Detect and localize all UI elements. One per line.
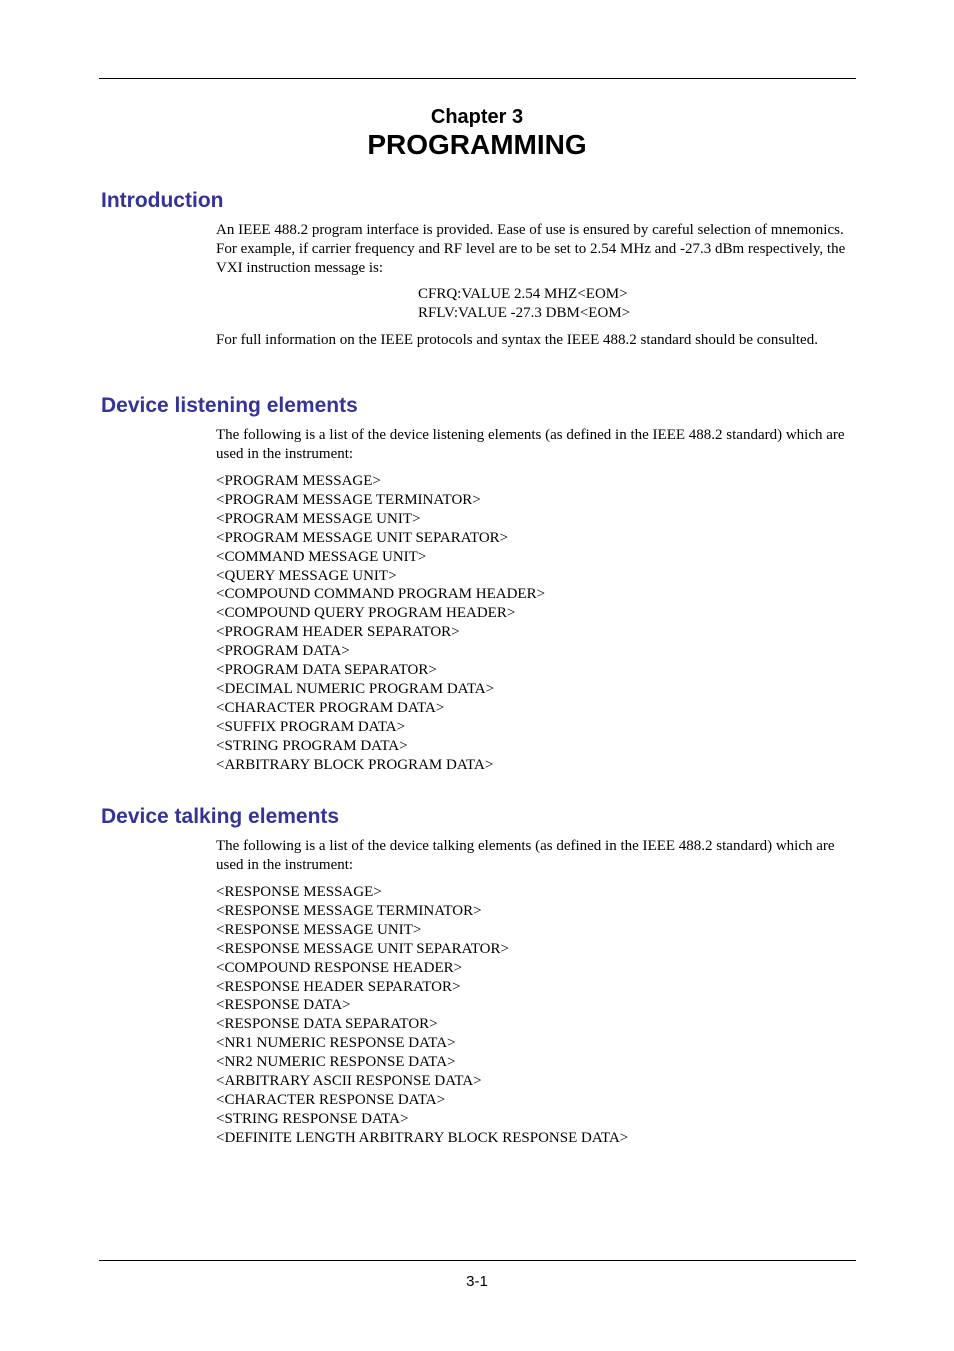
talking-heading: Device talking elements: [101, 805, 340, 828]
talking-elements-list: [216, 883, 628, 1148]
list-item: <PROGRAM MESSAGE UNIT>: [216, 510, 421, 527]
list-item: <SUFFIX PROGRAM DATA>: [216, 718, 406, 735]
chapter-heading: [0, 104, 954, 160]
list-item: <PROGRAM DATA>: [216, 643, 350, 660]
list-item: <RESPONSE DATA>: [216, 997, 351, 1014]
list-item: <PROGRAM MESSAGE>: [216, 473, 381, 489]
list-item: <PROGRAM DATA SEPARATOR>: [216, 662, 437, 679]
list-item: <NR2 NUMERIC RESPONSE DATA>: [216, 1054, 456, 1071]
introduction-heading: Introduction: [101, 189, 224, 212]
list-item: <NR1 NUMERIC RESPONSE DATA>: [216, 1035, 456, 1052]
list-item: <RESPONSE MESSAGE TERMINATOR>: [216, 902, 482, 919]
header-rule: [99, 78, 856, 79]
list-item: <CHARACTER PROGRAM DATA>: [216, 699, 445, 716]
list-item: <DECIMAL NUMERIC PROGRAM DATA>: [216, 680, 495, 697]
list-item: <RESPONSE MESSAGE>: [216, 884, 382, 900]
list-item: <RESPONSE HEADER SEPARATOR>: [216, 978, 461, 995]
list-item: <RESPONSE MESSAGE UNIT SEPARATOR>: [216, 940, 509, 957]
introduction-paragraph: An IEEE 488.2 program interface is provided. Ease of use is ensured by careful selection of mnemonics. For example, if carrier frequency and RF level are to be set to 2.54 MHz and -27.3 dBm respectively, the VXI instruction message is:: [216, 222, 846, 276]
chapter-title: PROGRAMMING: [367, 129, 587, 160]
listening-elements-list: [216, 472, 545, 775]
list-item: <COMPOUND RESPONSE HEADER>: [216, 959, 463, 976]
list-item: <PROGRAM MESSAGE TERMINATOR>: [216, 491, 481, 508]
code-line: RFLV:VALUE -27.3 DBM<EOM>: [418, 305, 631, 321]
list-item: <ARBITRARY BLOCK PROGRAM DATA>: [216, 756, 494, 773]
talking-intro: The following is a list of the device talking elements (as defined in the IEEE 488.2 standard) which are used in the instrument:: [216, 838, 835, 873]
list-item: <RESPONSE MESSAGE UNIT>: [216, 921, 422, 938]
list-item: <COMPOUND QUERY PROGRAM HEADER>: [216, 605, 516, 622]
list-item: <COMPOUND COMMAND PROGRAM HEADER>: [216, 586, 546, 603]
list-item: <PROGRAM MESSAGE UNIT SEPARATOR>: [216, 529, 509, 546]
list-item: <STRING PROGRAM DATA>: [216, 737, 408, 754]
list-item: <RESPONSE DATA SEPARATOR>: [216, 1016, 438, 1033]
list-item: <COMMAND MESSAGE UNIT>: [216, 548, 427, 565]
page-number: 3-1: [466, 1273, 488, 1290]
list-item: <CHARACTER RESPONSE DATA>: [216, 1091, 446, 1108]
code-line: CFRQ:VALUE 2.54 MHZ<EOM>: [418, 286, 628, 302]
list-item: <PROGRAM HEADER SEPARATOR>: [216, 624, 460, 641]
chapter-label: Chapter 3: [430, 106, 524, 128]
list-item: <ARBITRARY ASCII RESPONSE DATA>: [216, 1073, 482, 1090]
footer-rule: [99, 1260, 856, 1261]
list-item: <DEFINITE LENGTH ARBITRARY BLOCK RESPONSE DATA>: [216, 1129, 629, 1146]
introduction-note: For full information on the IEEE protocols and syntax the IEEE 488.2 standard should be consulted.: [216, 332, 818, 348]
list-item: <STRING RESPONSE DATA>: [216, 1110, 409, 1127]
listening-intro: The following is a list of the device listening elements (as defined in the IEEE 488.2 standard) which are used in the instrument:: [216, 427, 845, 462]
list-item: <QUERY MESSAGE UNIT>: [216, 567, 397, 584]
instruction-example: [418, 285, 630, 323]
listening-heading: Device listening elements: [101, 394, 358, 417]
